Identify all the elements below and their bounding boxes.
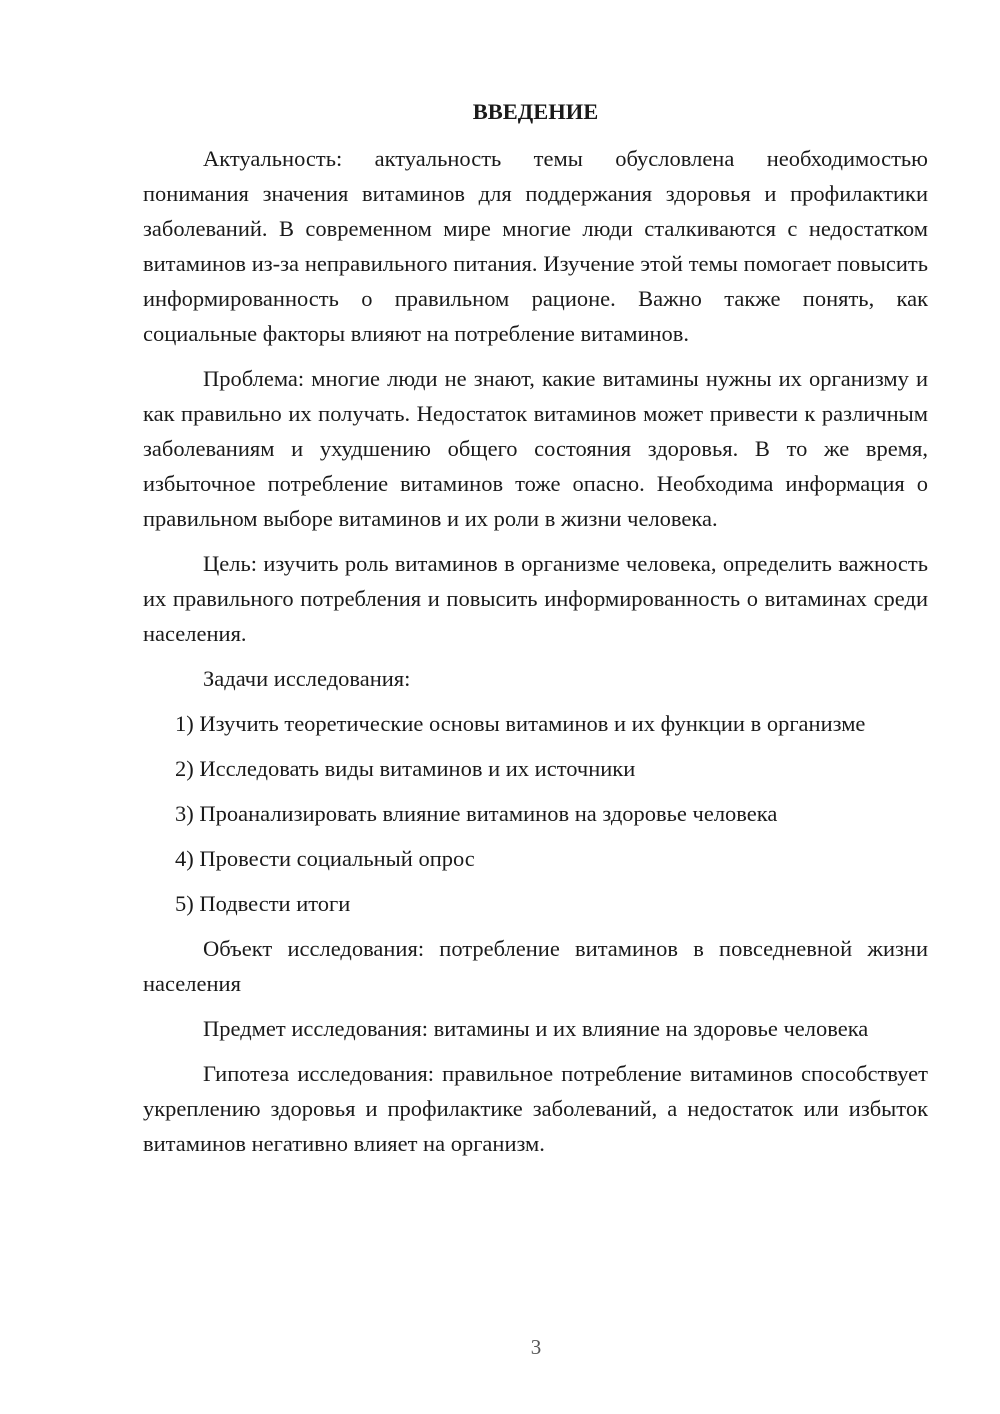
tasks-heading: Задачи исследования: [203,666,411,691]
task-item: 4) Провести социальный опрос [175,846,475,871]
page-number: 3 [530,1335,542,1359]
hypothesis-paragraph: Гипотеза исследования: правильное потребление витаминов способствует укреплению здоровья и профилактике заболеваний, а недостаток или избыток витаминов негативно влияет на организм. [143,1061,928,1156]
goal-paragraph: Цель: изучить роль витаминов в организме человека, определить важность их правильного потребления и повысить информированность о витаминах среди населения. [143,551,928,646]
research-object-paragraph: Объект исследования: потребление витаминов в повседневной жизни населения [143,936,928,996]
research-subject-paragraph: Предмет исследования: витамины и их влияние на здоровье человека [203,1016,869,1041]
task-item: 5) Подвести итоги [175,891,351,916]
document-body [143,94,928,1171]
task-item: 2) Исследовать виды витаминов и их источники [175,756,636,781]
task-item: 1) Изучить теоретические основы витаминов и их функции в организме [175,711,866,736]
problem-paragraph: Проблема: многие люди не знают, какие витамины нужны их организму и как правильно их получать. Недостаток витаминов может привести к различным заболеваниям и ухудшению общего состояния здоровья. В то же время, избыточное потребление витаминов тоже опасно. Необходима информация о правильном выборе витаминов и их роли в жизни человека. [143,366,928,531]
section-title: ВВЕДЕНИЕ [472,99,599,124]
task-item: 3) Проанализировать влияние витаминов на здоровье человека [175,801,778,826]
relevance-paragraph: Актуальность: актуальность темы обусловлена необходимостью понимания значения витаминов для поддержания здоровья и профилактики заболеваний. В современном мире многие люди сталкиваются с недостатком витаминов из-за неправильного питания. Изучение этой темы помогает повысить информированность о правильном рационе. Важно также понять, как социальные факторы влияют на потребление витаминов. [143,146,928,346]
